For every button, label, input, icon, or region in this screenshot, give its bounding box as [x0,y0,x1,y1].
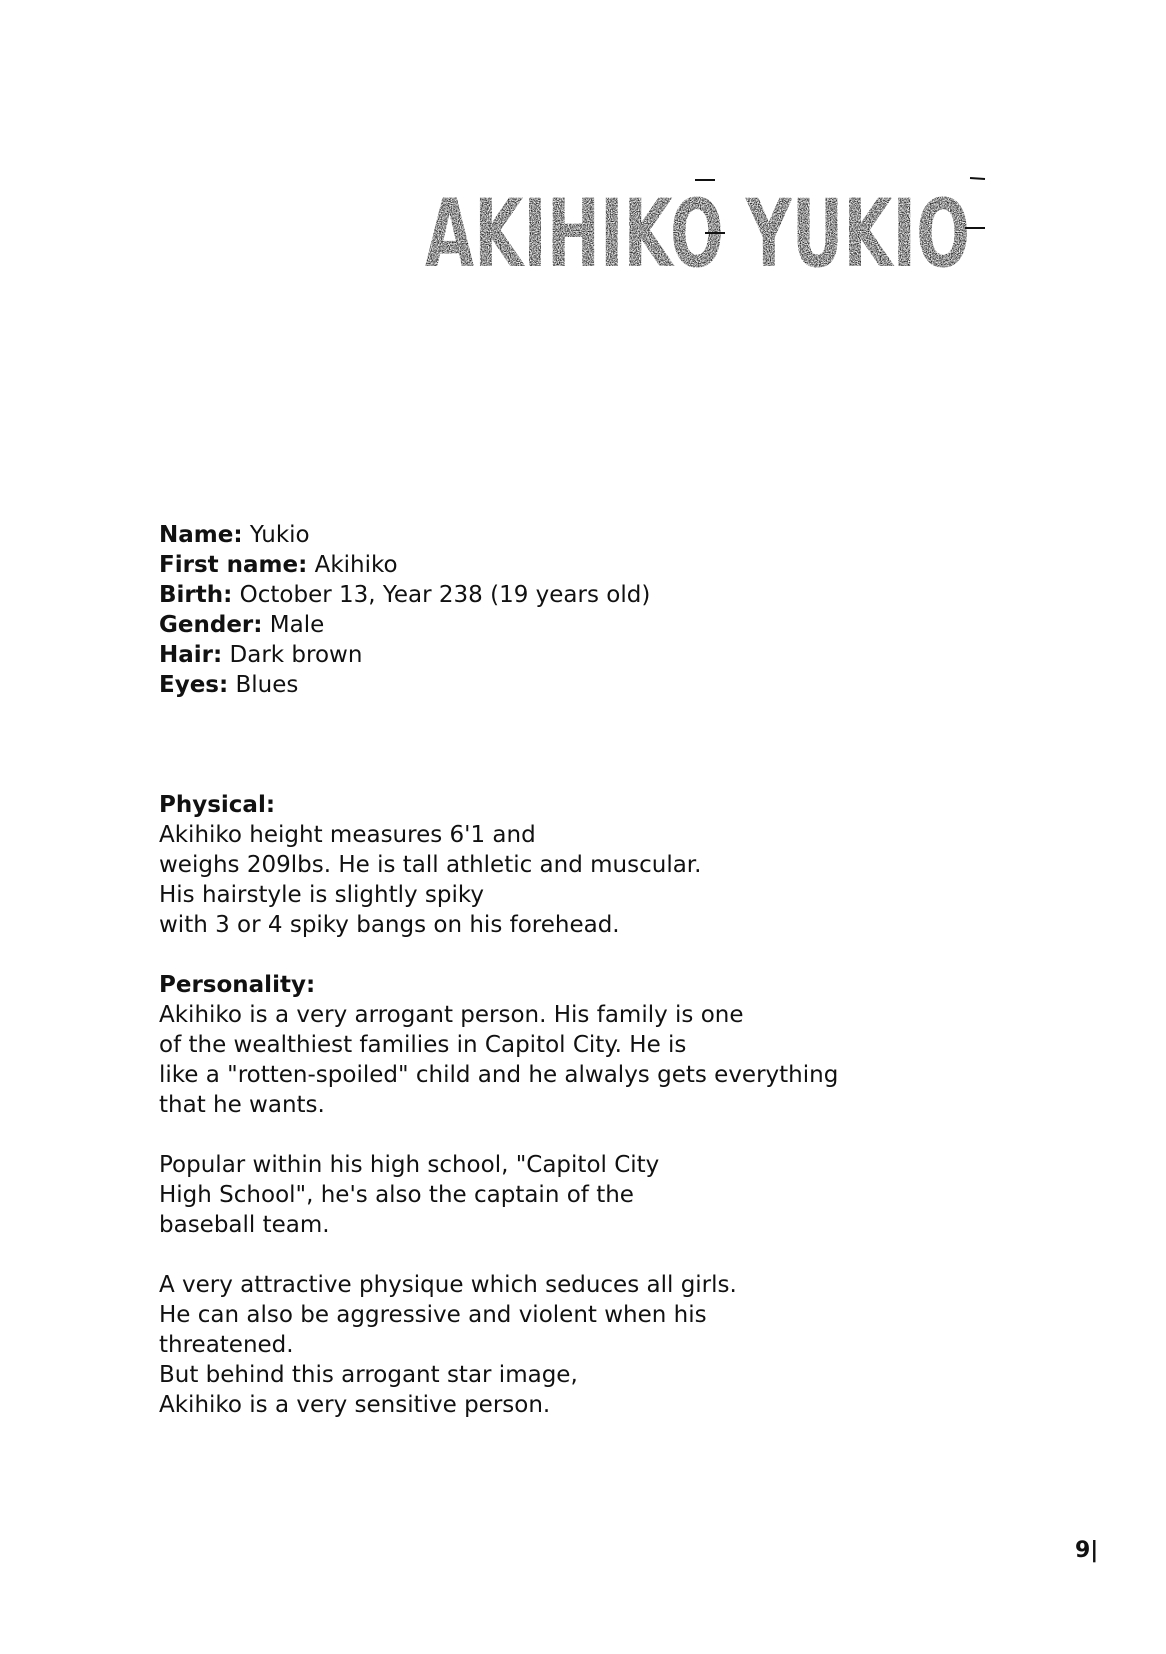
info-value: Blues [235,672,299,698]
physical-label: Physical: [159,792,276,818]
info-value: Yukio [249,522,310,548]
page-title [425,178,1025,288]
personality-line: threatened. [159,1332,294,1358]
personality-line: like a "rotten-spoiled" child and he alwalys gets everything [159,1062,839,1088]
info-key: Hair: [159,642,223,668]
info-value: Dark brown [229,642,363,668]
physical-line: weighs 209lbs. He is tall athletic and muscular. [159,852,702,878]
info-row-name [159,520,650,550]
page-number: 9| [1075,1538,1099,1563]
character-description [159,790,1059,1420]
personality-line: Akihiko is a very arrogant person. His family is one [159,1002,744,1028]
personality-line: Popular within his high school, "Capitol City [159,1152,660,1178]
info-row-first-name [159,550,650,580]
info-value: Male [269,612,325,638]
personality-line: But behind this arrogant star image, [159,1362,578,1388]
personality-line: that he wants. [159,1092,325,1118]
personality-line: A very attractive physique which seduces all girls. [159,1272,737,1298]
personality-line: Akihiko is a very sensitive person. [159,1392,551,1418]
info-value: October 13, Year 238 (19 years old) [239,582,651,608]
info-key: Eyes: [159,672,229,698]
info-key: Birth: [159,582,233,608]
info-key: First name: [159,552,308,578]
info-key: Name: [159,522,243,548]
title-scratch [970,178,985,179]
character-info [159,520,650,700]
personality-line: He can also be aggressive and violent when his [159,1302,707,1328]
personality-line: baseball team. [159,1212,330,1238]
spacer [159,940,1059,970]
info-value: Akihiko [314,552,398,578]
physical-line: His hairstyle is slightly spiky [159,882,484,908]
physical-line: with 3 or 4 spiky bangs on his forehead. [159,912,620,938]
personality-label: Personality: [159,972,316,998]
info-row-hair [159,640,650,670]
title-text: AKIHIKO YUKIO [425,180,970,289]
spacer [159,1120,1059,1150]
info-key: Gender: [159,612,263,638]
personality-line: High School", he's also the captain of the [159,1182,634,1208]
grunge-title-art [425,178,1025,288]
spacer [159,1240,1059,1270]
info-row-eyes [159,670,650,700]
personality-line: of the wealthiest families in Capitol City. He is [159,1032,687,1058]
info-row-birth [159,580,650,610]
info-row-gender [159,610,650,640]
physical-line: Akihiko height measures 6'1 and [159,822,536,848]
